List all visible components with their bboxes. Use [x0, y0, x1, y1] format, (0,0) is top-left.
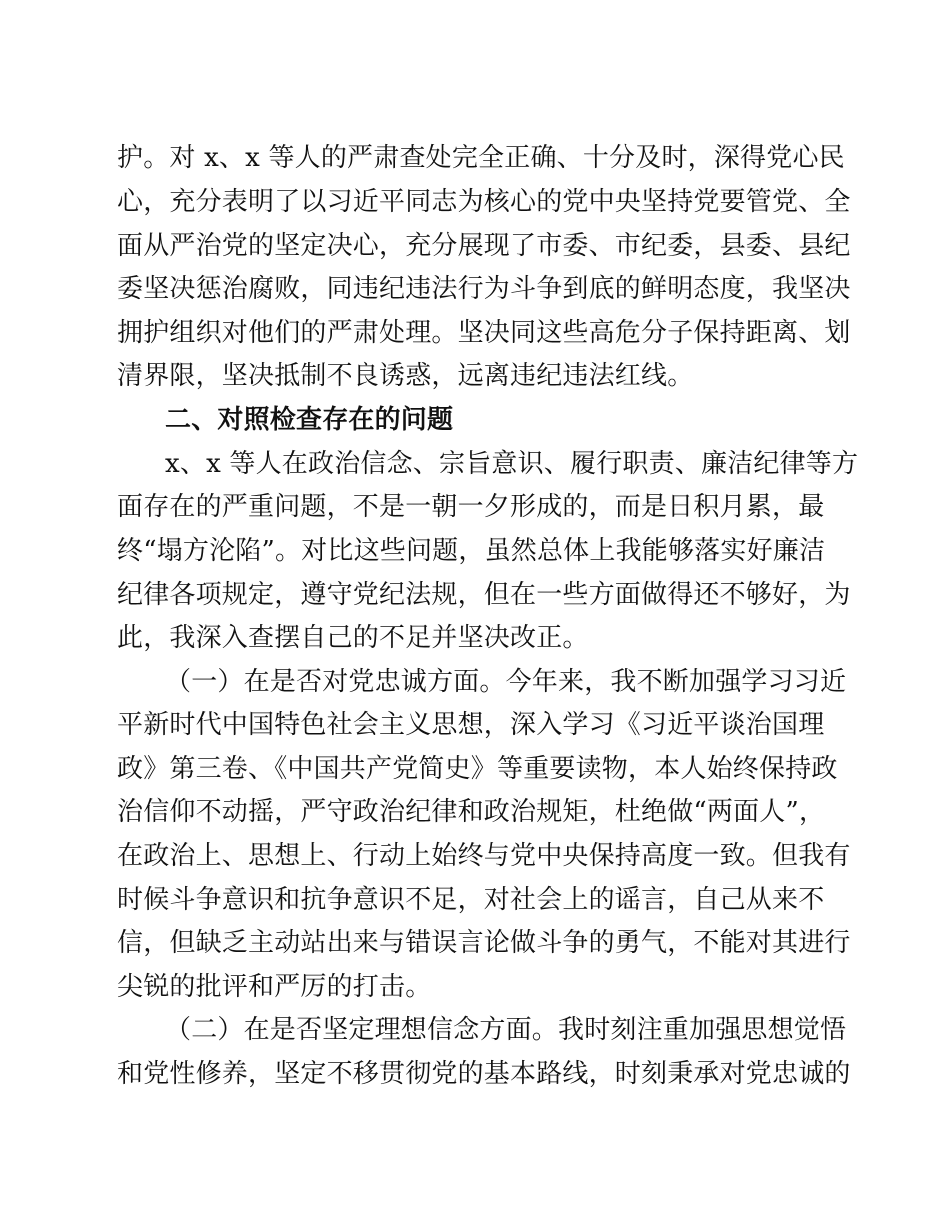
subsection-1-line-5: 在政治上、思想上、行动上始终与党中央保持高度一致。但我有	[117, 841, 851, 871]
paragraph-2-line-2: 面存在的严重问题，不是一朝一夕形成的，而是日积月累，最	[117, 492, 825, 522]
paragraph-1-line-1: 护。对 x、x 等人的严肃查处完全正确、十分及时，深得党心民	[117, 143, 845, 173]
subsection-1-line-7: 信，但缺乏主动站出来与错误言论做斗争的勇气，不能对其进行	[117, 928, 851, 958]
paragraph-1-line-2: 心，充分表明了以习近平同志为核心的党中央坚持党要管党、全	[117, 187, 851, 217]
paragraph-1-line-5: 拥护组织对他们的严肃处理。坚决同这些高危分子保持距离、划	[117, 318, 851, 348]
subsection-1-line-6: 时候斗争意识和抗争意识不足，对社会上的谣言，自己从来不	[117, 885, 825, 915]
paragraph-1-line-4: 委坚决惩治腐败，同违纪违法行为斗争到底的鲜明态度，我坚决	[117, 274, 851, 304]
paragraph-1-line-6: 清界限，坚决抵制不良诱惑，远离违纪违法红线。	[117, 361, 694, 391]
subsection-2-line-1: （二）在是否坚定理想信念方面。我时刻注重加强思想觉悟	[165, 1015, 847, 1045]
paragraph-2-line-4: 纪律各项规定，遵守党纪法规，但在一些方面做得还不够好，为	[117, 580, 851, 610]
subsection-1-line-8: 尖锐的批评和严厉的打击。	[117, 972, 432, 1002]
subsection-1-line-2: 平新时代中国特色社会主义思想，深入学习《习近平谈治国理	[117, 710, 825, 740]
paragraph-2-line-5: 此，我深入查摆自己的不足并坚决改正。	[117, 623, 589, 653]
paragraph-2-line-3: 终“塌方沦陷”。对比这些问题，虽然总体上我能够落实好廉洁	[117, 536, 826, 566]
subsection-1-line-4: 治信仰不动摇，严守政治纪律和政治规矩，杜绝做“两面人”，	[117, 797, 826, 827]
paragraph-1-line-3: 面从严治党的坚定决心，充分展现了市委、市纪委，县委、县纪	[117, 231, 851, 261]
subsection-1-line-1: （一）在是否对党忠诚方面。今年来，我不断加强学习习近	[165, 667, 847, 697]
subsection-1-line-3: 政》第三卷、《中国共产党简史》等重要读物，本人始终保持政	[117, 754, 838, 784]
subsection-2-line-2: 和党性修养，坚定不移贯彻党的基本路线，时刻秉承对党忠诚的	[117, 1059, 851, 1089]
section-heading-2: 二、对照检查存在的问题	[165, 405, 454, 435]
paragraph-2-line-1: x、x 等人在政治信念、宗旨意识、履行职责、廉洁纪律等方	[165, 449, 859, 479]
